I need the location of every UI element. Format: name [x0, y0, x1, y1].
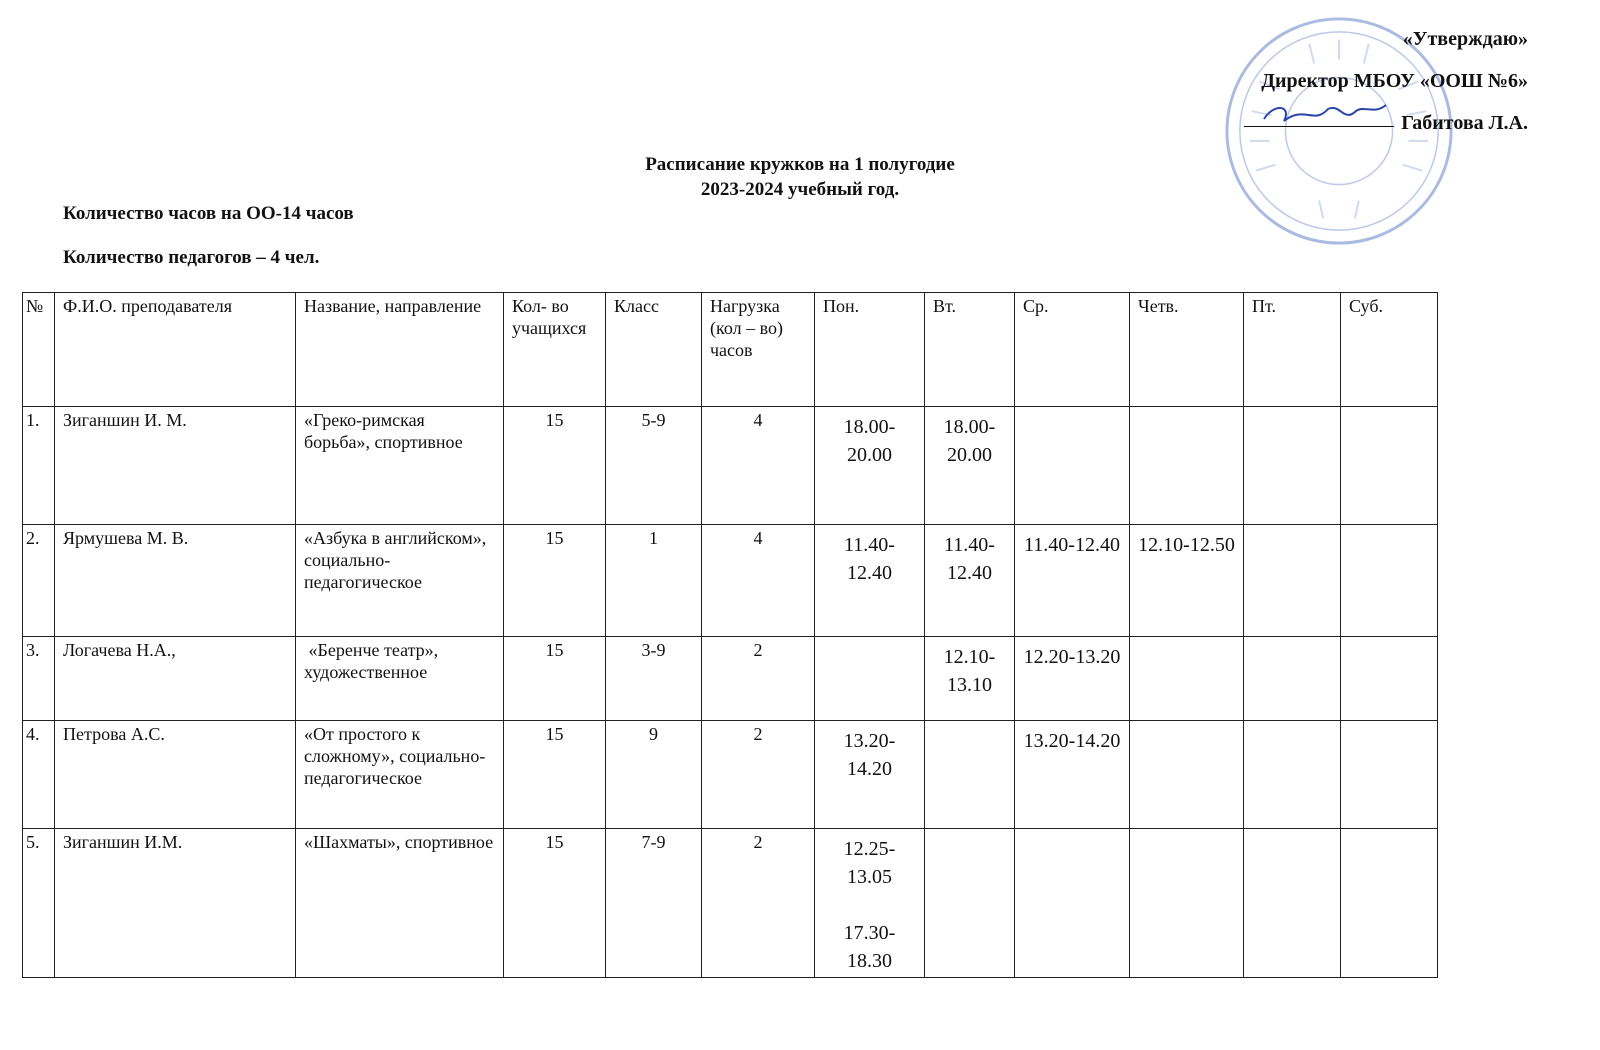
- time-thu: [1130, 407, 1244, 525]
- hours-summary: Количество часов на ОО-14 часов: [63, 203, 354, 224]
- row-number: 3.: [23, 637, 55, 721]
- students-count: 15: [504, 637, 606, 721]
- hours: 4: [702, 525, 815, 637]
- header-row: [23, 293, 1438, 407]
- teacher-name: Зиганшин И.М.: [55, 829, 296, 978]
- time-mon: 11.40-12.40: [815, 525, 925, 637]
- table-row: [23, 525, 1438, 637]
- students-count: 15: [504, 525, 606, 637]
- time-sat: [1341, 407, 1438, 525]
- time-wed: [1015, 407, 1130, 525]
- time-mon: 18.00-20.00: [815, 407, 925, 525]
- time-sat: [1341, 525, 1438, 637]
- time-thu: [1130, 637, 1244, 721]
- signature-row: [1244, 102, 1528, 144]
- time-sat: [1341, 829, 1438, 978]
- time-mon: 12.25-13.05 17.30-18.30: [815, 829, 925, 978]
- approval-heading: «Утверждаю»: [1402, 28, 1528, 50]
- time-fri: [1244, 829, 1341, 978]
- grade: 5-9: [606, 407, 702, 525]
- row-number: 5.: [23, 829, 55, 978]
- time-thu: [1130, 829, 1244, 978]
- row-number: 1.: [23, 407, 55, 525]
- title-line-1: Расписание кружков на 1 полугодие: [645, 154, 955, 175]
- time-sat: [1341, 637, 1438, 721]
- students-count: 15: [504, 407, 606, 525]
- schedule-table: [22, 292, 1438, 978]
- header-cell: Кол- во учащихся: [504, 293, 606, 407]
- time-mon: [815, 637, 925, 721]
- teacher-name: Логачева Н.А.,: [55, 637, 296, 721]
- time-tue: 12.10-13.10: [925, 637, 1015, 721]
- grade: 1: [606, 525, 702, 637]
- header-cell: Название, направление: [296, 293, 504, 407]
- club-name: «От простого к сложному», социально-педагогическое: [296, 721, 504, 829]
- header-cell: Класс: [606, 293, 702, 407]
- grade: 9: [606, 721, 702, 829]
- time-thu: [1130, 721, 1244, 829]
- approval-block: [1244, 18, 1528, 144]
- table-row: [23, 829, 1438, 978]
- time-fri: [1244, 721, 1341, 829]
- teacher-name: Ярмушева М. В.: [55, 525, 296, 637]
- time-tue: 11.40-12.40: [925, 525, 1015, 637]
- hours: 2: [702, 829, 815, 978]
- header-cell: Четв.: [1130, 293, 1244, 407]
- time-tue: [925, 721, 1015, 829]
- time-fri: [1244, 525, 1341, 637]
- table-row: [23, 637, 1438, 721]
- document-title: [0, 152, 1600, 202]
- time-wed: 13.20-14.20: [1015, 721, 1130, 829]
- row-number: 2.: [23, 525, 55, 637]
- grade: 7-9: [606, 829, 702, 978]
- teacher-name: Петрова А.С.: [55, 721, 296, 829]
- header-cell: Пт.: [1244, 293, 1341, 407]
- table-row: [23, 407, 1438, 525]
- header-cell: Нагрузка (кол – во) часов: [702, 293, 815, 407]
- time-fri: [1244, 637, 1341, 721]
- header-cell: Ф.И.О. преподавателя: [55, 293, 296, 407]
- title-line-2: 2023-2024 учебный год.: [700, 179, 900, 200]
- hours: 2: [702, 721, 815, 829]
- club-name: «Греко-римская борьба», спортивное: [296, 407, 504, 525]
- time-fri: [1244, 407, 1341, 525]
- header-cell: Пон.: [815, 293, 925, 407]
- row-number: 4.: [23, 721, 55, 829]
- director-title: Директор МБОУ «ООШ №6»: [1261, 70, 1528, 92]
- students-count: 15: [504, 721, 606, 829]
- students-count: 15: [504, 829, 606, 978]
- hours: 4: [702, 407, 815, 525]
- time-tue: [925, 829, 1015, 978]
- club-name: «Азбука в английском», социально-педагогическое: [296, 525, 504, 637]
- teachers-summary: Количество педагогов – 4 чел.: [63, 247, 320, 268]
- club-name: «Шахматы», спортивное: [296, 829, 504, 978]
- club-name: «Беренче театр», художественное: [296, 637, 504, 721]
- grade: 3-9: [606, 637, 702, 721]
- time-mon: 13.20-14.20: [815, 721, 925, 829]
- teacher-name: Зиганшин И. М.: [55, 407, 296, 525]
- time-tue: 18.00-20.00: [925, 407, 1015, 525]
- handwritten-signature: [1244, 99, 1394, 129]
- time-wed: [1015, 829, 1130, 978]
- signature-line: [1244, 102, 1394, 127]
- table-row: [23, 721, 1438, 829]
- header-cell: Ср.: [1015, 293, 1130, 407]
- time-wed: 11.40-12.40: [1015, 525, 1130, 637]
- header-cell: Вт.: [925, 293, 1015, 407]
- hours: 2: [702, 637, 815, 721]
- time-sat: [1341, 721, 1438, 829]
- header-cell: №: [23, 293, 55, 407]
- time-thu: 12.10-12.50: [1130, 525, 1244, 637]
- director-name: Габитова Л.А.: [1401, 112, 1528, 134]
- time-wed: 12.20-13.20: [1015, 637, 1130, 721]
- header-cell: Суб.: [1341, 293, 1438, 407]
